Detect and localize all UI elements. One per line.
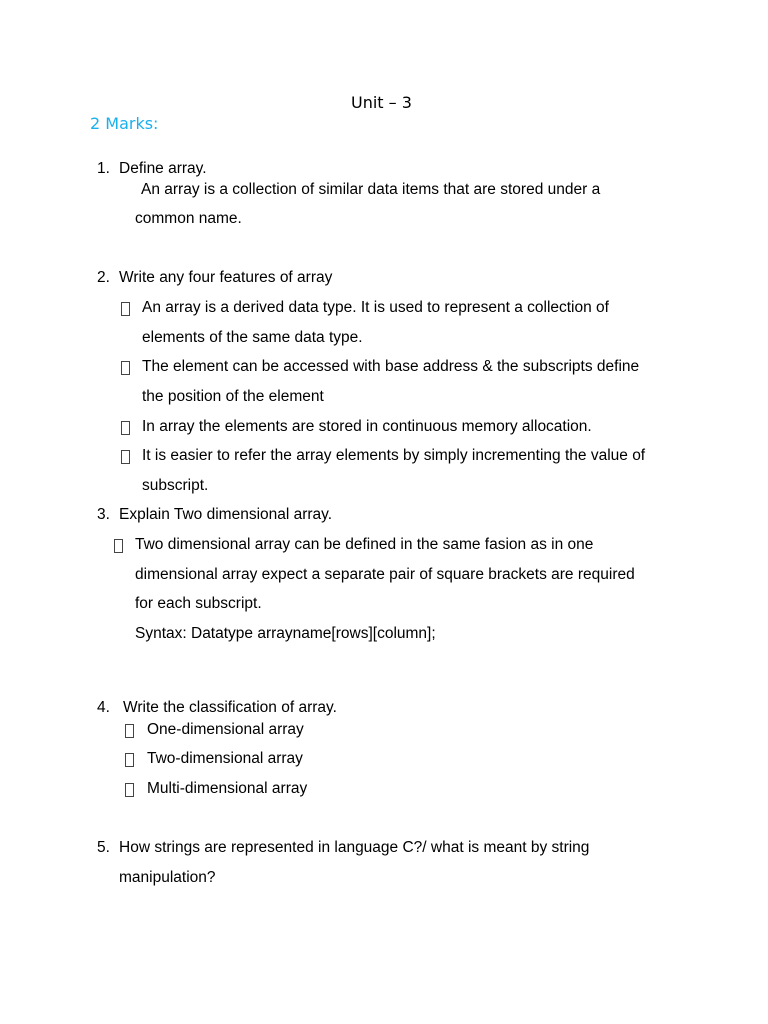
question-text: Explain Two dimensional array.: [119, 506, 333, 523]
bullet-text: Two-dimensional array: [147, 750, 303, 767]
question-text: Define array.: [119, 160, 207, 177]
question-text: Write the classification of array.: [123, 699, 337, 716]
bullet-icon: [121, 450, 130, 464]
bullet-text: the position of the element: [142, 388, 324, 405]
bullet-icon: [114, 539, 123, 553]
bullet-icon: [125, 783, 134, 797]
syntax-line: Syntax: Datatype arrayname[rows][column];: [135, 625, 436, 642]
question-number: 5.: [97, 839, 110, 856]
unit-title: Unit – 3: [351, 93, 412, 112]
bullet-text: subscript.: [142, 477, 209, 494]
bullet-text: for each subscript.: [135, 595, 262, 612]
bullet-text: In array the elements are stored in continuous memory allocation.: [142, 418, 592, 435]
answer-line: An array is a collection of similar data items that are stored under a: [141, 181, 601, 198]
answer-line: common name.: [135, 210, 242, 227]
bullet-text: It is easier to refer the array elements by simply incrementing the value of: [142, 447, 646, 464]
bullet-icon: [121, 421, 130, 435]
section-heading: 2 Marks:: [90, 114, 159, 133]
bullet-text: One-dimensional array: [147, 721, 304, 738]
bullet-text: Multi-dimensional array: [147, 780, 308, 797]
question-number: 1.: [97, 160, 110, 177]
question-text: How strings are represented in language C?/ what is meant by string: [119, 839, 590, 856]
bullet-text: Two dimensional array can be defined in the same fasion as in one: [135, 536, 594, 553]
bullet-icon: [125, 724, 134, 738]
question-text: Write any four features of array: [119, 269, 333, 286]
bullet-text: An array is a derived data type. It is used to represent a collection of: [142, 299, 609, 316]
bullet-icon: [121, 302, 130, 316]
question-number: 2.: [97, 269, 110, 286]
bullet-text: dimensional array expect a separate pair of square brackets are required: [135, 566, 635, 583]
bullet-text: elements of the same data type.: [142, 329, 363, 346]
bullet-icon: [125, 753, 134, 767]
bullet-text: The element can be accessed with base address & the subscripts define: [142, 358, 640, 375]
question-text-cont: manipulation?: [119, 869, 216, 886]
question-number: 4.: [97, 699, 110, 716]
bullet-icon: [121, 361, 130, 375]
question-number: 3.: [97, 506, 110, 523]
